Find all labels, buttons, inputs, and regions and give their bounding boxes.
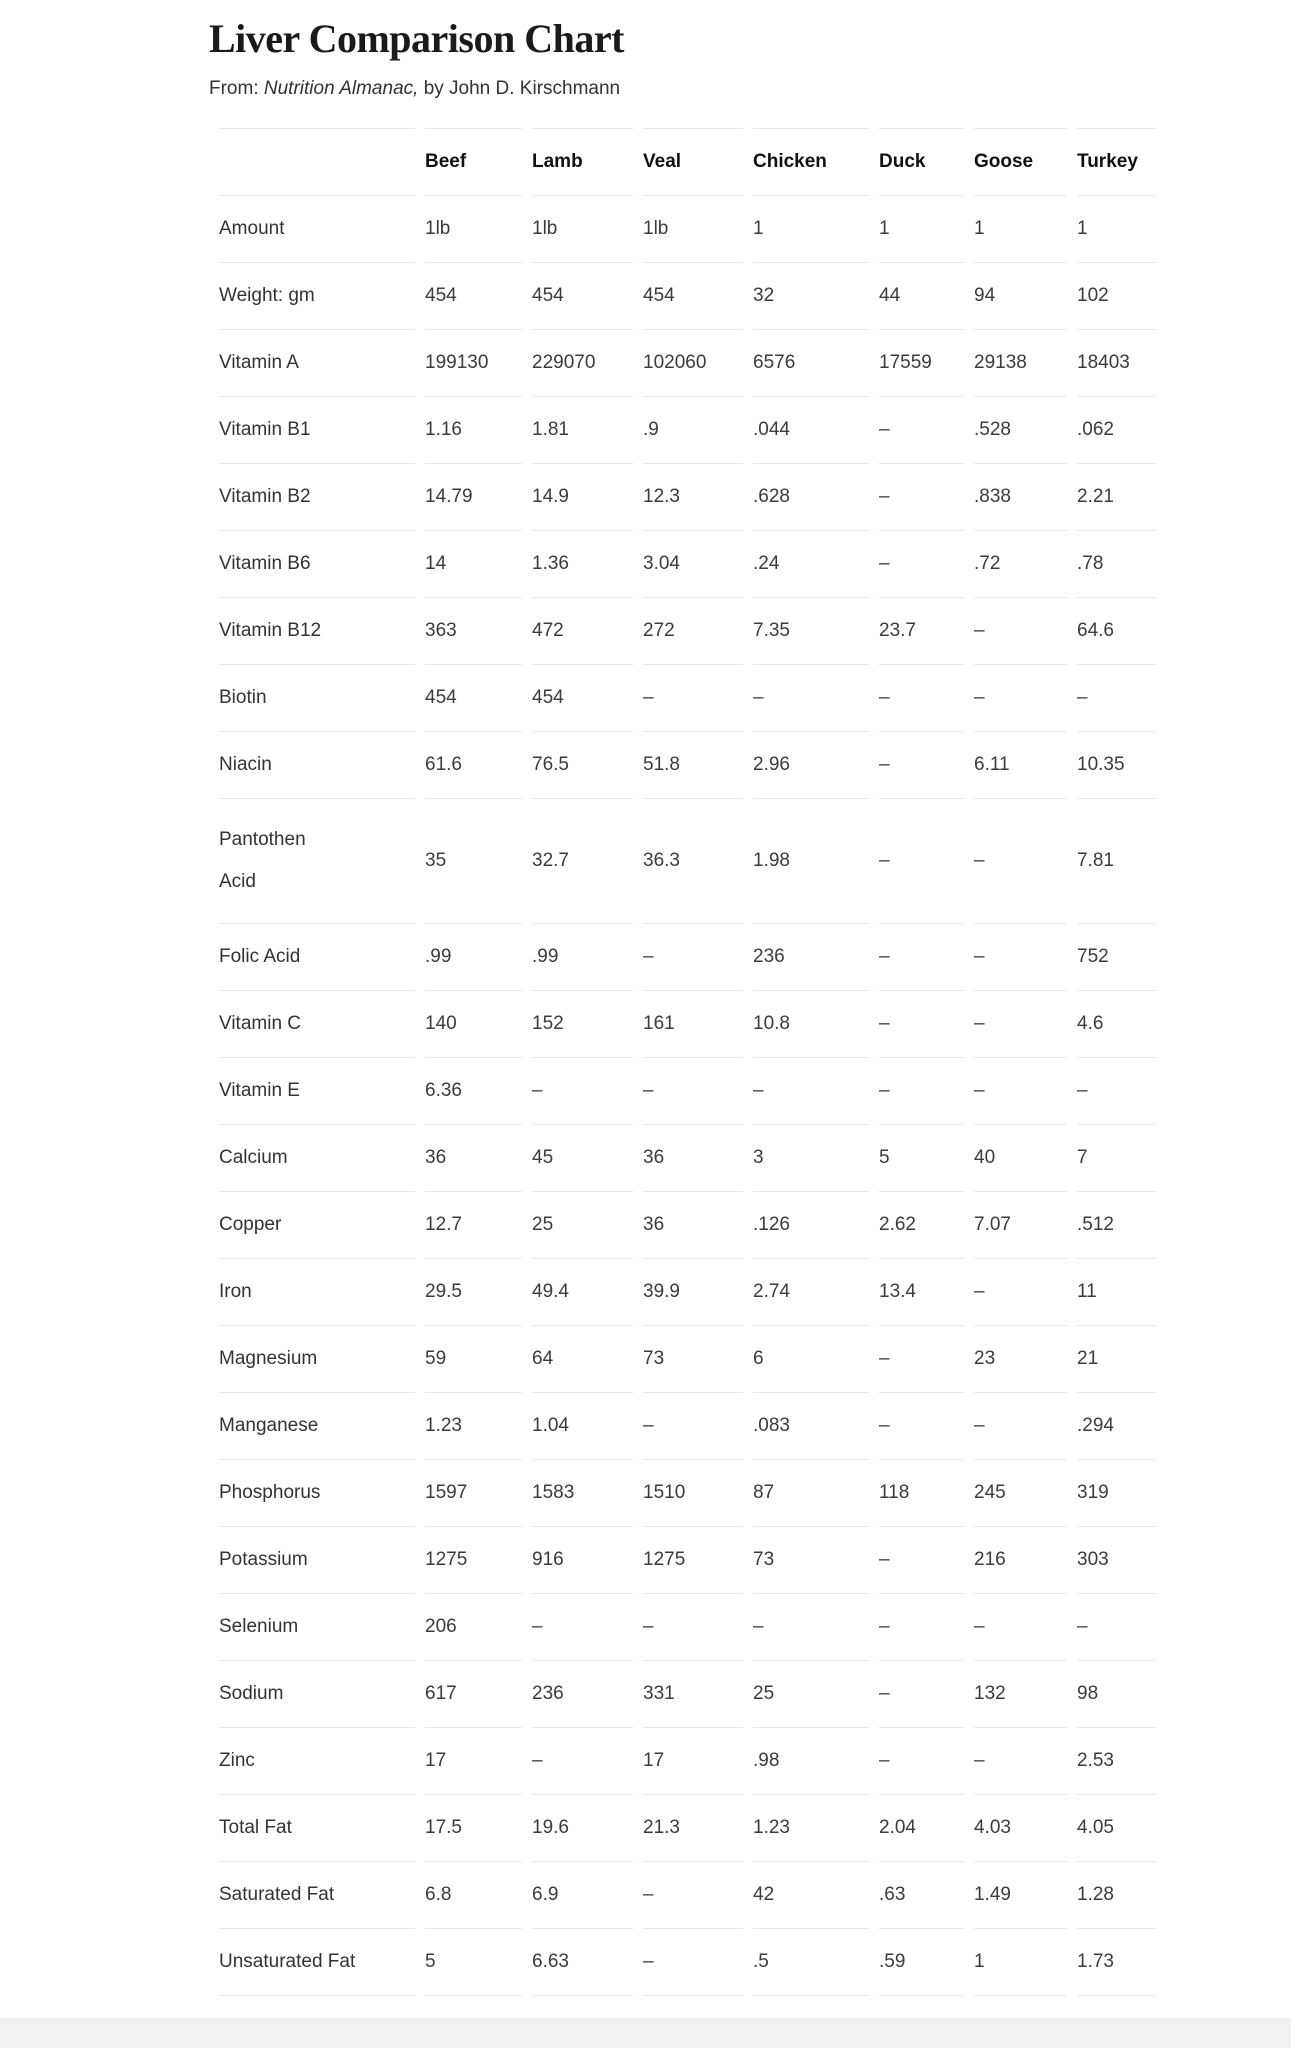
cell-value: – bbox=[879, 1593, 964, 1660]
cell-value: – bbox=[879, 1325, 964, 1392]
cell-value: – bbox=[1077, 664, 1156, 731]
cell-value: .9 bbox=[643, 396, 743, 463]
cell-value: – bbox=[974, 597, 1067, 664]
cell-value: .083 bbox=[753, 1392, 869, 1459]
column-header: Beef bbox=[425, 128, 522, 195]
nutrition-comparison-table bbox=[209, 128, 1166, 2048]
row-label bbox=[219, 1191, 415, 1258]
cell-value: 2.53 bbox=[1077, 1727, 1156, 1794]
column-header: Turkey bbox=[1077, 128, 1156, 195]
cell-value: 5 bbox=[425, 1928, 522, 1995]
row-label bbox=[219, 463, 415, 530]
cell-value: 454 bbox=[425, 262, 522, 329]
table-row bbox=[219, 1660, 1156, 1727]
row-label-text: Amount bbox=[219, 218, 285, 239]
table-row bbox=[219, 1526, 1156, 1593]
cell-value: .78 bbox=[1077, 530, 1156, 597]
cell-value: 2.21 bbox=[1077, 463, 1156, 530]
cell-value: 319 bbox=[1077, 1459, 1156, 1526]
cell-value: .838 bbox=[974, 463, 1067, 530]
table-row bbox=[219, 990, 1156, 1057]
row-label bbox=[219, 990, 415, 1057]
cell-value: 36 bbox=[643, 1124, 743, 1191]
row-label-text: Saturated Fat bbox=[219, 1884, 335, 1905]
cell-value: .628 bbox=[753, 463, 869, 530]
cell-value: 14.79 bbox=[425, 463, 522, 530]
row-label-text: Zinc bbox=[219, 1750, 255, 1771]
cell-value: 1.49 bbox=[974, 1861, 1067, 1928]
cell-value: 7.35 bbox=[753, 597, 869, 664]
row-label-text: Calcium bbox=[219, 1147, 288, 1168]
row-label bbox=[219, 530, 415, 597]
cell-value: 4.05 bbox=[1077, 1794, 1156, 1861]
cell-value: .99 bbox=[425, 923, 522, 990]
cell-value: 10.8 bbox=[753, 990, 869, 1057]
row-label bbox=[219, 1928, 415, 1995]
row-label-text: Pantothen Acid bbox=[219, 829, 306, 892]
cell-value: 3 bbox=[753, 1124, 869, 1191]
subtitle-source: Nutrition Almanac, bbox=[263, 78, 419, 99]
cell-value: 363 bbox=[425, 597, 522, 664]
cell-value: 2.62 bbox=[879, 1191, 964, 1258]
cell-value: – bbox=[974, 923, 1067, 990]
cell-value: 3.04 bbox=[643, 530, 743, 597]
row-label-text: Biotin bbox=[219, 687, 267, 708]
row-label-text: Weight: gm bbox=[219, 285, 315, 306]
cell-value: 45 bbox=[532, 1124, 633, 1191]
row-label bbox=[219, 1124, 415, 1191]
cell-value: .59 bbox=[879, 1928, 964, 1995]
cell-value: – bbox=[643, 1928, 743, 1995]
cell-value: – bbox=[879, 990, 964, 1057]
cell-value: 21 bbox=[1077, 1325, 1156, 1392]
table-row bbox=[219, 195, 1156, 262]
table-row bbox=[219, 1459, 1156, 1526]
cell-value: 87 bbox=[753, 1459, 869, 1526]
row-label-text: Vitamin B6 bbox=[219, 553, 311, 574]
cell-value: 236 bbox=[532, 1660, 633, 1727]
cell-value: 40 bbox=[974, 1124, 1067, 1191]
cell-value: – bbox=[974, 990, 1067, 1057]
column-header: Chicken bbox=[753, 128, 869, 195]
table-row bbox=[219, 1057, 1156, 1124]
cell-value: 206 bbox=[425, 1593, 522, 1660]
table-row bbox=[219, 1325, 1156, 1392]
row-label bbox=[219, 396, 415, 463]
cell-value: 98 bbox=[1077, 1660, 1156, 1727]
cell-value: – bbox=[879, 396, 964, 463]
table-row bbox=[219, 731, 1156, 798]
row-label bbox=[219, 1057, 415, 1124]
row-label-text: Phosphorus bbox=[219, 1482, 321, 1503]
cell-value: 36 bbox=[425, 1124, 522, 1191]
cell-value: .72 bbox=[974, 530, 1067, 597]
cell-value: 13.4 bbox=[879, 1258, 964, 1325]
cell-value: 25 bbox=[753, 1660, 869, 1727]
cell-value: 1.23 bbox=[425, 1392, 522, 1459]
table-row bbox=[219, 597, 1156, 664]
cell-value: – bbox=[974, 664, 1067, 731]
cell-value: 245 bbox=[974, 1459, 1067, 1526]
cell-value: 1 bbox=[879, 195, 964, 262]
cell-value: .528 bbox=[974, 396, 1067, 463]
row-label bbox=[219, 1392, 415, 1459]
cell-value: 2.74 bbox=[753, 1258, 869, 1325]
subtitle-prefix: From: bbox=[209, 78, 264, 99]
cell-value: .044 bbox=[753, 396, 869, 463]
row-label-text: Folic Acid bbox=[219, 946, 301, 967]
cell-value: 152 bbox=[532, 990, 633, 1057]
table-row bbox=[219, 1392, 1156, 1459]
cell-value: 32.7 bbox=[532, 798, 633, 923]
cell-value: 454 bbox=[532, 664, 633, 731]
row-label bbox=[219, 1593, 415, 1660]
cell-value: 6.63 bbox=[532, 1928, 633, 1995]
row-label bbox=[219, 1258, 415, 1325]
row-label bbox=[219, 1459, 415, 1526]
table-row bbox=[219, 329, 1156, 396]
cell-value: 1275 bbox=[425, 1526, 522, 1593]
cell-value: 454 bbox=[532, 262, 633, 329]
cell-value: 102 bbox=[1077, 262, 1156, 329]
cell-value: .99 bbox=[532, 923, 633, 990]
cell-value: 29.5 bbox=[425, 1258, 522, 1325]
cell-value: 14.9 bbox=[532, 463, 633, 530]
cell-value: 1.98 bbox=[753, 798, 869, 923]
cell-value: 76.5 bbox=[532, 731, 633, 798]
table-row bbox=[219, 1258, 1156, 1325]
cell-value: 1 bbox=[1077, 195, 1156, 262]
cell-value: 12.3 bbox=[643, 463, 743, 530]
cell-value: – bbox=[879, 731, 964, 798]
cell-value: 140 bbox=[425, 990, 522, 1057]
table-body bbox=[219, 195, 1156, 2048]
cell-value: .294 bbox=[1077, 1392, 1156, 1459]
cell-value: 7 bbox=[1077, 1124, 1156, 1191]
cell-value: 1.36 bbox=[532, 530, 633, 597]
cell-value: – bbox=[879, 463, 964, 530]
cell-value: 73 bbox=[753, 1526, 869, 1593]
cell-value: 199130 bbox=[425, 329, 522, 396]
cell-value: – bbox=[879, 664, 964, 731]
cell-value: 7.07 bbox=[974, 1191, 1067, 1258]
row-label-text: Vitamin A bbox=[219, 352, 299, 373]
cell-value: 331 bbox=[643, 1660, 743, 1727]
row-label bbox=[219, 597, 415, 664]
cell-value: – bbox=[753, 664, 869, 731]
cell-value: – bbox=[1077, 1057, 1156, 1124]
cell-value: 17559 bbox=[879, 329, 964, 396]
cell-value: 1597 bbox=[425, 1459, 522, 1526]
cell-value: – bbox=[643, 1861, 743, 1928]
cell-value: 19.6 bbox=[532, 1794, 633, 1861]
cell-value: 1.23 bbox=[753, 1794, 869, 1861]
cell-value: 1.16 bbox=[425, 396, 522, 463]
cell-value: – bbox=[974, 1057, 1067, 1124]
row-label bbox=[219, 923, 415, 990]
cell-value: 64.6 bbox=[1077, 597, 1156, 664]
row-label bbox=[219, 1526, 415, 1593]
table-row bbox=[219, 463, 1156, 530]
cell-value: 17.5 bbox=[425, 1794, 522, 1861]
cell-value: 11 bbox=[1077, 1258, 1156, 1325]
cell-value: 752 bbox=[1077, 923, 1156, 990]
row-label-text: Vitamin C bbox=[219, 1013, 302, 1034]
row-label-text: Copper bbox=[219, 1214, 282, 1235]
cell-value: 6576 bbox=[753, 329, 869, 396]
cell-value: – bbox=[1077, 1593, 1156, 1660]
row-label-text: Total Fat bbox=[219, 1817, 292, 1838]
cell-value: 1lb bbox=[643, 195, 743, 262]
cell-value: 1 bbox=[974, 195, 1067, 262]
cell-value: – bbox=[879, 530, 964, 597]
page-subtitle bbox=[209, 78, 1291, 100]
cell-value: 94 bbox=[974, 262, 1067, 329]
table-row bbox=[219, 1727, 1156, 1794]
cell-value: 1275 bbox=[643, 1526, 743, 1593]
cell-value: 36 bbox=[643, 1191, 743, 1258]
cell-value: 454 bbox=[643, 262, 743, 329]
cell-value: – bbox=[753, 1057, 869, 1124]
cell-value: – bbox=[532, 1727, 633, 1794]
cell-value: – bbox=[879, 1727, 964, 1794]
table-row bbox=[219, 923, 1156, 990]
cell-value: 4.03 bbox=[974, 1794, 1067, 1861]
column-header: Lamb bbox=[532, 128, 633, 195]
table-header bbox=[219, 128, 1156, 195]
cell-value: 32 bbox=[753, 262, 869, 329]
cell-value: 21.3 bbox=[643, 1794, 743, 1861]
cell-value: 617 bbox=[425, 1660, 522, 1727]
cell-value: 7.81 bbox=[1077, 798, 1156, 923]
cell-value: – bbox=[879, 1057, 964, 1124]
cell-value: 35 bbox=[425, 798, 522, 923]
row-label bbox=[219, 1325, 415, 1392]
cell-value: 25 bbox=[532, 1191, 633, 1258]
subtitle-suffix: by John D. Kirschmann bbox=[418, 78, 621, 99]
cell-value: 42 bbox=[753, 1861, 869, 1928]
cell-value: 61.6 bbox=[425, 731, 522, 798]
row-label-text: Selenium bbox=[219, 1616, 299, 1637]
row-label-text: Vitamin B2 bbox=[219, 486, 311, 507]
cell-value: 10.35 bbox=[1077, 731, 1156, 798]
row-label-text: Vitamin E bbox=[219, 1080, 300, 1101]
table-row bbox=[219, 1593, 1156, 1660]
cell-value: 39.9 bbox=[643, 1258, 743, 1325]
row-label bbox=[219, 262, 415, 329]
table-row bbox=[219, 1191, 1156, 1258]
cell-value: .5 bbox=[753, 1928, 869, 1995]
cell-value: – bbox=[532, 1593, 633, 1660]
cell-value: 6.9 bbox=[532, 1861, 633, 1928]
cell-value: – bbox=[532, 1057, 633, 1124]
row-label bbox=[219, 195, 415, 262]
header-row bbox=[219, 128, 1156, 195]
cell-value: 4.6 bbox=[1077, 990, 1156, 1057]
cell-value: 59 bbox=[425, 1325, 522, 1392]
cell-value: 229070 bbox=[532, 329, 633, 396]
cell-value: 6.11 bbox=[974, 731, 1067, 798]
cell-value: 18403 bbox=[1077, 329, 1156, 396]
cell-value: .062 bbox=[1077, 396, 1156, 463]
cell-value: 51.8 bbox=[643, 731, 743, 798]
row-label bbox=[219, 329, 415, 396]
row-label-text: Manganese bbox=[219, 1415, 319, 1436]
row-label bbox=[219, 1794, 415, 1861]
cell-value: 303 bbox=[1077, 1526, 1156, 1593]
cell-value: 2.04 bbox=[879, 1794, 964, 1861]
row-label-text: Unsaturated Fat bbox=[219, 1951, 356, 1972]
cell-value: .512 bbox=[1077, 1191, 1156, 1258]
cell-value: 44 bbox=[879, 262, 964, 329]
footer-bar bbox=[0, 2018, 1291, 2048]
row-label-text: Vitamin B1 bbox=[219, 419, 311, 440]
table-row bbox=[219, 664, 1156, 731]
cell-value: 23.7 bbox=[879, 597, 964, 664]
cell-value: – bbox=[753, 1593, 869, 1660]
column-header: Veal bbox=[643, 128, 743, 195]
cell-value: 73 bbox=[643, 1325, 743, 1392]
cell-value: 1583 bbox=[532, 1459, 633, 1526]
cell-value: – bbox=[879, 1660, 964, 1727]
cell-value: 23 bbox=[974, 1325, 1067, 1392]
row-label bbox=[219, 798, 415, 923]
table-row bbox=[219, 530, 1156, 597]
header-empty-cell bbox=[219, 128, 415, 195]
cell-value: – bbox=[879, 1392, 964, 1459]
row-label-text: Niacin bbox=[219, 754, 272, 775]
cell-value: 454 bbox=[425, 664, 522, 731]
cell-value: 5 bbox=[879, 1124, 964, 1191]
cell-value: 118 bbox=[879, 1459, 964, 1526]
cell-value: – bbox=[879, 923, 964, 990]
cell-value: 29138 bbox=[974, 329, 1067, 396]
cell-value: 1510 bbox=[643, 1459, 743, 1526]
cell-value: 216 bbox=[974, 1526, 1067, 1593]
cell-value: 49.4 bbox=[532, 1258, 633, 1325]
cell-value: 132 bbox=[974, 1660, 1067, 1727]
table-row bbox=[219, 262, 1156, 329]
cell-value: .24 bbox=[753, 530, 869, 597]
cell-value: 36.3 bbox=[643, 798, 743, 923]
cell-value: .63 bbox=[879, 1861, 964, 1928]
cell-value: – bbox=[974, 1392, 1067, 1459]
table-row bbox=[219, 1928, 1156, 1995]
cell-value: 1.04 bbox=[532, 1392, 633, 1459]
cell-value: 1lb bbox=[425, 195, 522, 262]
table-row bbox=[219, 798, 1156, 923]
cell-value: 14 bbox=[425, 530, 522, 597]
cell-value: – bbox=[643, 664, 743, 731]
cell-value: – bbox=[643, 1057, 743, 1124]
cell-value: – bbox=[974, 1258, 1067, 1325]
row-label bbox=[219, 1660, 415, 1727]
cell-value: 1lb bbox=[532, 195, 633, 262]
cell-value: – bbox=[879, 798, 964, 923]
cell-value: 17 bbox=[425, 1727, 522, 1794]
row-label bbox=[219, 1727, 415, 1794]
cell-value: – bbox=[974, 1727, 1067, 1794]
cell-value: – bbox=[643, 923, 743, 990]
cell-value: 236 bbox=[753, 923, 869, 990]
page-title: Liver Comparison Chart bbox=[209, 16, 624, 61]
cell-value: 12.7 bbox=[425, 1191, 522, 1258]
column-header: Goose bbox=[974, 128, 1067, 195]
table-row bbox=[219, 396, 1156, 463]
cell-value: 2.96 bbox=[753, 731, 869, 798]
cell-value: 6 bbox=[753, 1325, 869, 1392]
cell-value: .126 bbox=[753, 1191, 869, 1258]
row-label bbox=[219, 1861, 415, 1928]
cell-value: – bbox=[974, 798, 1067, 923]
cell-value: 102060 bbox=[643, 329, 743, 396]
cell-value: – bbox=[643, 1392, 743, 1459]
table-row bbox=[219, 1794, 1156, 1861]
cell-value: – bbox=[643, 1593, 743, 1660]
cell-value: 1 bbox=[974, 1928, 1067, 1995]
column-header: Duck bbox=[879, 128, 964, 195]
cell-value: .98 bbox=[753, 1727, 869, 1794]
row-label-text: Vitamin B12 bbox=[219, 620, 322, 641]
row-label bbox=[219, 664, 415, 731]
cell-value: 161 bbox=[643, 990, 743, 1057]
cell-value: – bbox=[879, 1526, 964, 1593]
cell-value: 1.73 bbox=[1077, 1928, 1156, 1995]
row-label-text: Iron bbox=[219, 1281, 252, 1302]
cell-value: 6.8 bbox=[425, 1861, 522, 1928]
row-label bbox=[219, 731, 415, 798]
row-label-text: Potassium bbox=[219, 1549, 308, 1570]
cell-value: 6.36 bbox=[425, 1057, 522, 1124]
cell-value: 17 bbox=[643, 1727, 743, 1794]
cell-value: 916 bbox=[532, 1526, 633, 1593]
table-row bbox=[219, 1861, 1156, 1928]
row-label-text: Sodium bbox=[219, 1683, 284, 1704]
cell-value: 472 bbox=[532, 597, 633, 664]
cell-value: 64 bbox=[532, 1325, 633, 1392]
cell-value: 1 bbox=[753, 195, 869, 262]
cell-value: 1.81 bbox=[532, 396, 633, 463]
cell-value: 1.28 bbox=[1077, 1861, 1156, 1928]
cell-value: 272 bbox=[643, 597, 743, 664]
cell-value: – bbox=[974, 1593, 1067, 1660]
table-row bbox=[219, 1124, 1156, 1191]
row-label-text: Magnesium bbox=[219, 1348, 318, 1369]
